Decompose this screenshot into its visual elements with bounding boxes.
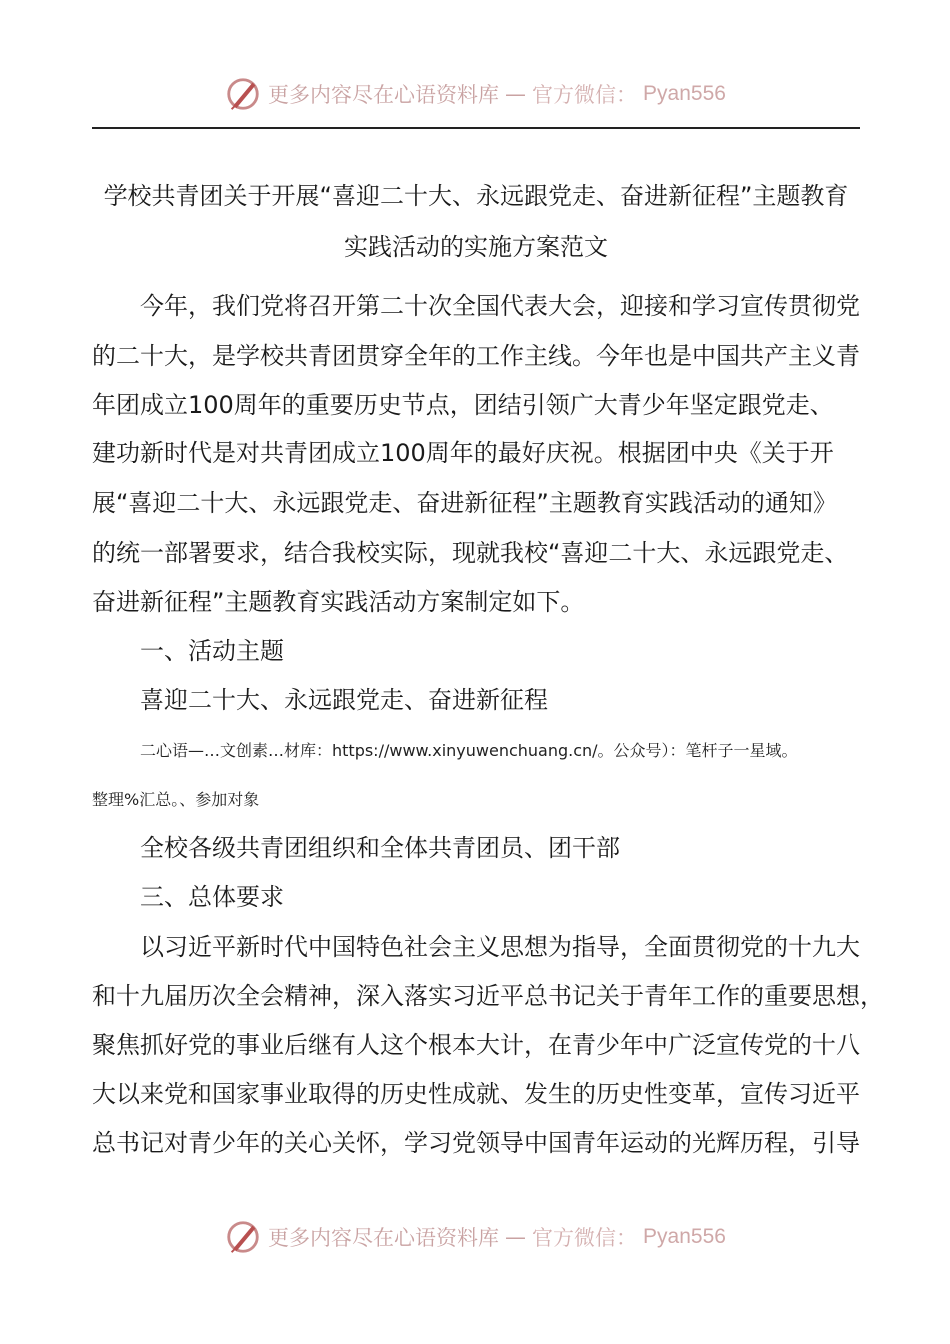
document-title-line-1: 学校共青团关于开展“喜迎二十大、永远跟党走、奋进新征程”主题教育: [103, 182, 849, 210]
section-3-line: 大以来党和国家事业取得的历史性成就、发生的历史性变革，宣传习近平: [92, 1080, 860, 1108]
header-rule: [92, 127, 860, 129]
banner-wechat-id: Pyan556: [643, 82, 726, 105]
section-3-line: 和十九届历次全会精神，深入落实习近平总书记关于青年工作的重要思想，: [92, 982, 884, 1010]
document-title-line-2: 实践活动的实施方案范文: [344, 233, 608, 261]
pen-quill-logo-icon: [224, 1218, 262, 1256]
banner-wechat-label: 官方微信：: [532, 83, 638, 107]
footer-banner: [0, 1215, 950, 1259]
intro-line: 展“喜迎二十大、永远跟党走、奋进新征程”主题教育实践活动的通知》: [92, 489, 837, 517]
intro-line: 年团成立100周年的重要历史节点，团结引领广大青少年坚定跟党走、: [92, 391, 834, 419]
section-3-line: 聚焦抓好党的事业后继有人这个根本大计，在青少年中广泛宣传党的十八: [92, 1031, 860, 1059]
banner-text: 更多内容尽在心语资料库: [268, 83, 500, 107]
section-3-line: 以习近平新时代中国特色社会主义思想为指导，全面贯彻党的十九大: [140, 933, 860, 961]
pen-quill-logo-icon: [224, 75, 262, 113]
section-1-body: 喜迎二十大、永远跟党走、奋进新征程: [140, 686, 548, 714]
intro-line: 今年，我们党将召开第二十次全国代表大会，迎接和学习宣传贯彻党: [140, 292, 860, 320]
section-3-line: 总书记对青少年的关心关怀，学习党领导中国青年运动的光辉历程，引导: [92, 1129, 860, 1157]
banner-wechat-id: Pyan556: [643, 1225, 726, 1248]
section-2-body: 全校各级共青团组织和全体共青团员、团干部: [140, 834, 620, 862]
banner-separator: —: [505, 1225, 527, 1249]
source-note-line-2: 整理%汇总。、参加对象: [92, 790, 260, 809]
intro-line: 的二十大，是学校共青团贯穿全年的工作主线。今年也是中国共产主义青: [92, 342, 860, 370]
banner-wechat-label: 官方微信：: [532, 1226, 638, 1250]
banner-text: 更多内容尽在心语资料库: [268, 1226, 500, 1250]
header-banner: [0, 72, 950, 116]
section-3-heading: 三、总体要求: [140, 883, 284, 911]
section-1-heading: 一、活动主题: [140, 637, 284, 665]
intro-line: 建功新时代是对共青团成立100周年的最好庆祝。根据团中央《关于开: [92, 439, 834, 467]
source-note-line-1: 二心语—…文创素…材库：https://www.xinyuwenchuang.cn/。公众号）：笔杆子一星域。: [140, 741, 798, 760]
intro-line: 的统一部署要求，结合我校实际，现就我校“喜迎二十大、永远跟党走、: [92, 539, 849, 567]
intro-line: 奋进新征程”主题教育实践活动方案制定如下。: [92, 588, 585, 616]
banner-separator: —: [505, 82, 527, 106]
